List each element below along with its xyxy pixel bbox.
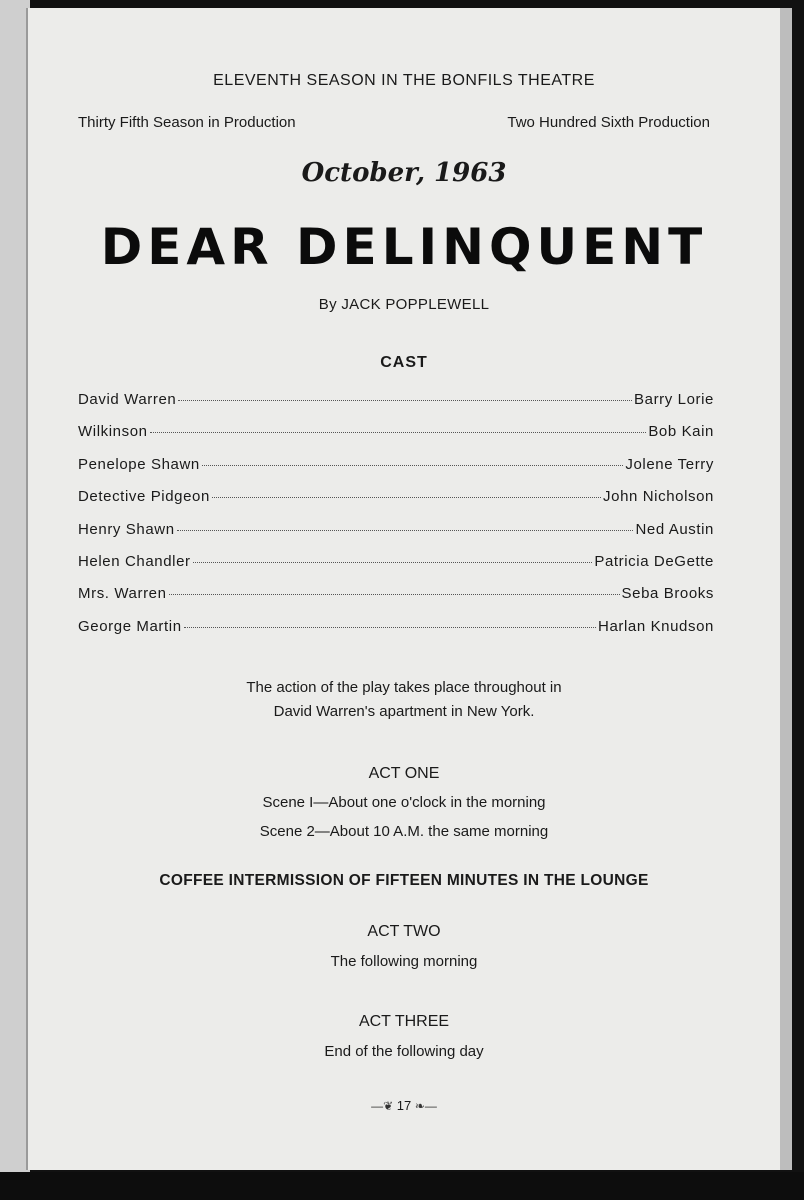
dot-leader bbox=[150, 432, 647, 433]
cast-role: Henry Shawn bbox=[78, 520, 175, 538]
act-two-description: The following morning bbox=[330, 953, 478, 970]
dot-leader bbox=[169, 594, 620, 595]
cast-row bbox=[78, 553, 714, 585]
cast-role: Helen Chandler bbox=[78, 552, 191, 570]
page-folio bbox=[28, 1098, 780, 1113]
program-page bbox=[26, 8, 780, 1170]
season-heading: ELEVENTH SEASON IN THE BONFILS THEATRE bbox=[213, 72, 595, 89]
dot-leader bbox=[193, 562, 593, 563]
cast-actor: Barry Lorie bbox=[634, 391, 714, 408]
cast-actor: Ned Austin bbox=[635, 520, 714, 538]
cast-row bbox=[78, 456, 714, 488]
cast-actor: Seba Brooks bbox=[621, 585, 714, 603]
dot-leader bbox=[212, 497, 601, 498]
cast-role: Penelope Shawn bbox=[78, 455, 200, 473]
left-ornament-icon: —❦ bbox=[371, 1099, 394, 1113]
act-three-description: End of the following day bbox=[324, 1043, 484, 1060]
dot-leader bbox=[178, 400, 632, 401]
act-three-heading: ACT THREE bbox=[358, 1013, 450, 1030]
dot-leader bbox=[177, 530, 634, 531]
cast-role: Mrs. Warren bbox=[78, 585, 167, 603]
dot-leader bbox=[202, 465, 624, 466]
cast-row bbox=[78, 488, 714, 520]
setting-line-2: David Warren's apartment in New York. bbox=[273, 703, 535, 720]
cast-role: David Warren bbox=[78, 391, 177, 408]
cast-role: George Martin bbox=[78, 617, 182, 635]
cast-heading: CAST bbox=[380, 354, 428, 371]
production-count: Two Hundred Sixth Production bbox=[507, 114, 710, 131]
cast-actor: Jolene Terry bbox=[625, 455, 714, 473]
act-one-heading: ACT ONE bbox=[368, 765, 440, 782]
cast-row bbox=[78, 423, 714, 455]
cast-actor: Patricia DeGette bbox=[594, 552, 714, 570]
page-number: 17 bbox=[396, 1098, 412, 1113]
intermission-notice: COFFEE INTERMISSION OF FIFTEEN MINUTES IN THE LOUNGE bbox=[159, 872, 649, 889]
cast-row bbox=[78, 618, 714, 650]
act-one-scene-1: Scene I—About one o'clock in the morning bbox=[262, 794, 546, 811]
play-title: DEAR DELINQUENT bbox=[100, 218, 708, 276]
cast-row bbox=[78, 391, 714, 423]
page-binding-shadow bbox=[778, 8, 792, 1170]
cast-actor: Harlan Knudson bbox=[598, 617, 714, 635]
act-one-scene-2: Scene 2—About 10 A.M. the same morning bbox=[259, 823, 549, 840]
dot-leader bbox=[184, 627, 596, 628]
playwright-credit: By JACK POPPLEWELL bbox=[318, 296, 490, 313]
season-count: Thirty Fifth Season in Production bbox=[78, 114, 296, 131]
cast-list bbox=[78, 391, 714, 650]
act-two-heading: ACT TWO bbox=[367, 923, 441, 940]
cast-role: Wilkinson bbox=[78, 423, 148, 441]
setting-line-1: The action of the play takes place throughout in bbox=[246, 679, 562, 696]
cast-actor: John Nicholson bbox=[603, 488, 714, 506]
cast-row bbox=[78, 521, 714, 553]
scan-background bbox=[0, 1172, 804, 1200]
performance-date: October, 1963 bbox=[301, 158, 507, 188]
cast-actor: Bob Kain bbox=[648, 423, 714, 441]
cast-row bbox=[78, 585, 714, 617]
right-ornament-icon: ❧— bbox=[414, 1099, 437, 1113]
cast-role: Detective Pidgeon bbox=[78, 488, 210, 506]
